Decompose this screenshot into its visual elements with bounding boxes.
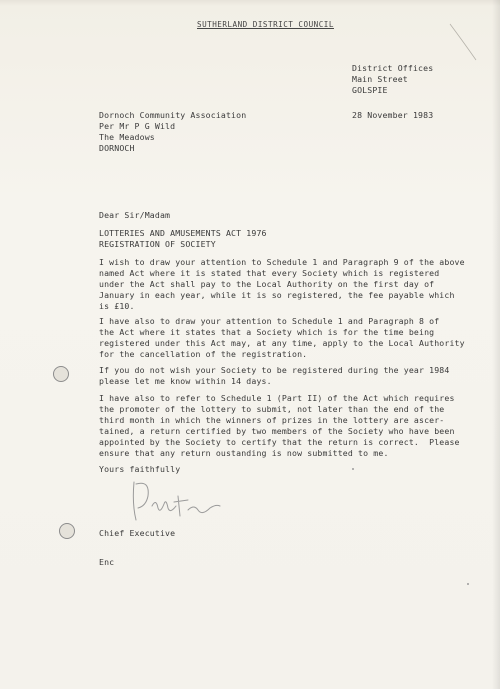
subject-heading: [99, 228, 267, 250]
punch-hole: [59, 523, 75, 539]
body-line: named Act where it is stated that every Society which is registered: [99, 268, 440, 278]
body-line: I have also to refer to Schedule 1 (Part II) of the Act which requires: [99, 393, 455, 403]
salutation: Dear Sir/Madam: [99, 210, 171, 220]
body-line: registered under this Act may, at any time, apply to the Local Authority: [99, 338, 465, 348]
body-paragraph-2: [99, 316, 465, 360]
recipient-address: [99, 110, 246, 154]
recipient-line: Dornoch Community Association: [99, 110, 247, 120]
body-line: ensure that any return oustanding is now submitted to me.: [99, 448, 389, 458]
body-line: I wish to draw your attention to Schedule 1 and Paragraph 9 of the above: [99, 257, 465, 267]
letter-date: 28 November 1983: [352, 110, 434, 120]
enclosure-note: Enc: [99, 557, 115, 567]
body-line: If you do not wish your Society to be registered during the year 1984: [99, 365, 450, 375]
sender-address-line: District Offices: [352, 63, 434, 73]
body-line: I have also to draw your attention to Schedule 1 and Paragraph 8 of: [99, 316, 440, 326]
signatory-title: Chief Executive: [99, 528, 176, 538]
letterhead-title: SUTHERLAND DISTRICT COUNCIL: [197, 20, 334, 29]
body-line: under the Act shall pay to the Local Authority on the first day of: [99, 279, 435, 289]
recipient-line: The Meadows: [99, 132, 155, 142]
paper-speck: [467, 583, 469, 585]
body-line: is £10.: [99, 301, 135, 311]
subject-line: REGISTRATION OF SOCIETY: [99, 239, 216, 249]
body-line: tained, a return certified by two members of the Society who have been: [99, 426, 455, 436]
body-line: for the cancellation of the registration.: [99, 349, 308, 359]
body-line: January in each year, while it is so registered, the fee payable which: [99, 290, 455, 300]
body-line: please let me know within 14 days.: [99, 376, 272, 386]
paper-speck: [352, 468, 354, 470]
body-line: the Act where it states that a Society which is for the time being: [99, 327, 435, 337]
sender-address-line: Main Street: [352, 74, 408, 84]
body-paragraph-3: [99, 365, 449, 387]
body-paragraph-4: [99, 393, 460, 459]
page-shadow: [492, 0, 500, 689]
handwritten-signature: [128, 476, 224, 528]
sender-address: [352, 63, 433, 96]
body-line: third month in which the winners of prizes in the lottery are ascer-: [99, 415, 445, 425]
body-line: the promoter of the lottery to submit, not later than the end of the: [99, 404, 445, 414]
sender-address-line: GOLSPIE: [352, 85, 388, 95]
body-line: appointed by the Society to certify that the return is correct. Please: [99, 437, 460, 447]
subject-line: LOTTERIES AND AMUSEMENTS ACT 1976: [99, 228, 267, 238]
corner-fold-mark: [448, 22, 478, 62]
paper-edge: [0, 0, 500, 6]
body-paragraph-1: [99, 257, 465, 312]
recipient-line: Per Mr P G Wild: [99, 121, 176, 131]
closing-line: Yours faithfully: [99, 464, 181, 474]
punch-hole: [53, 366, 69, 382]
recipient-line: DORNOCH: [99, 143, 135, 153]
